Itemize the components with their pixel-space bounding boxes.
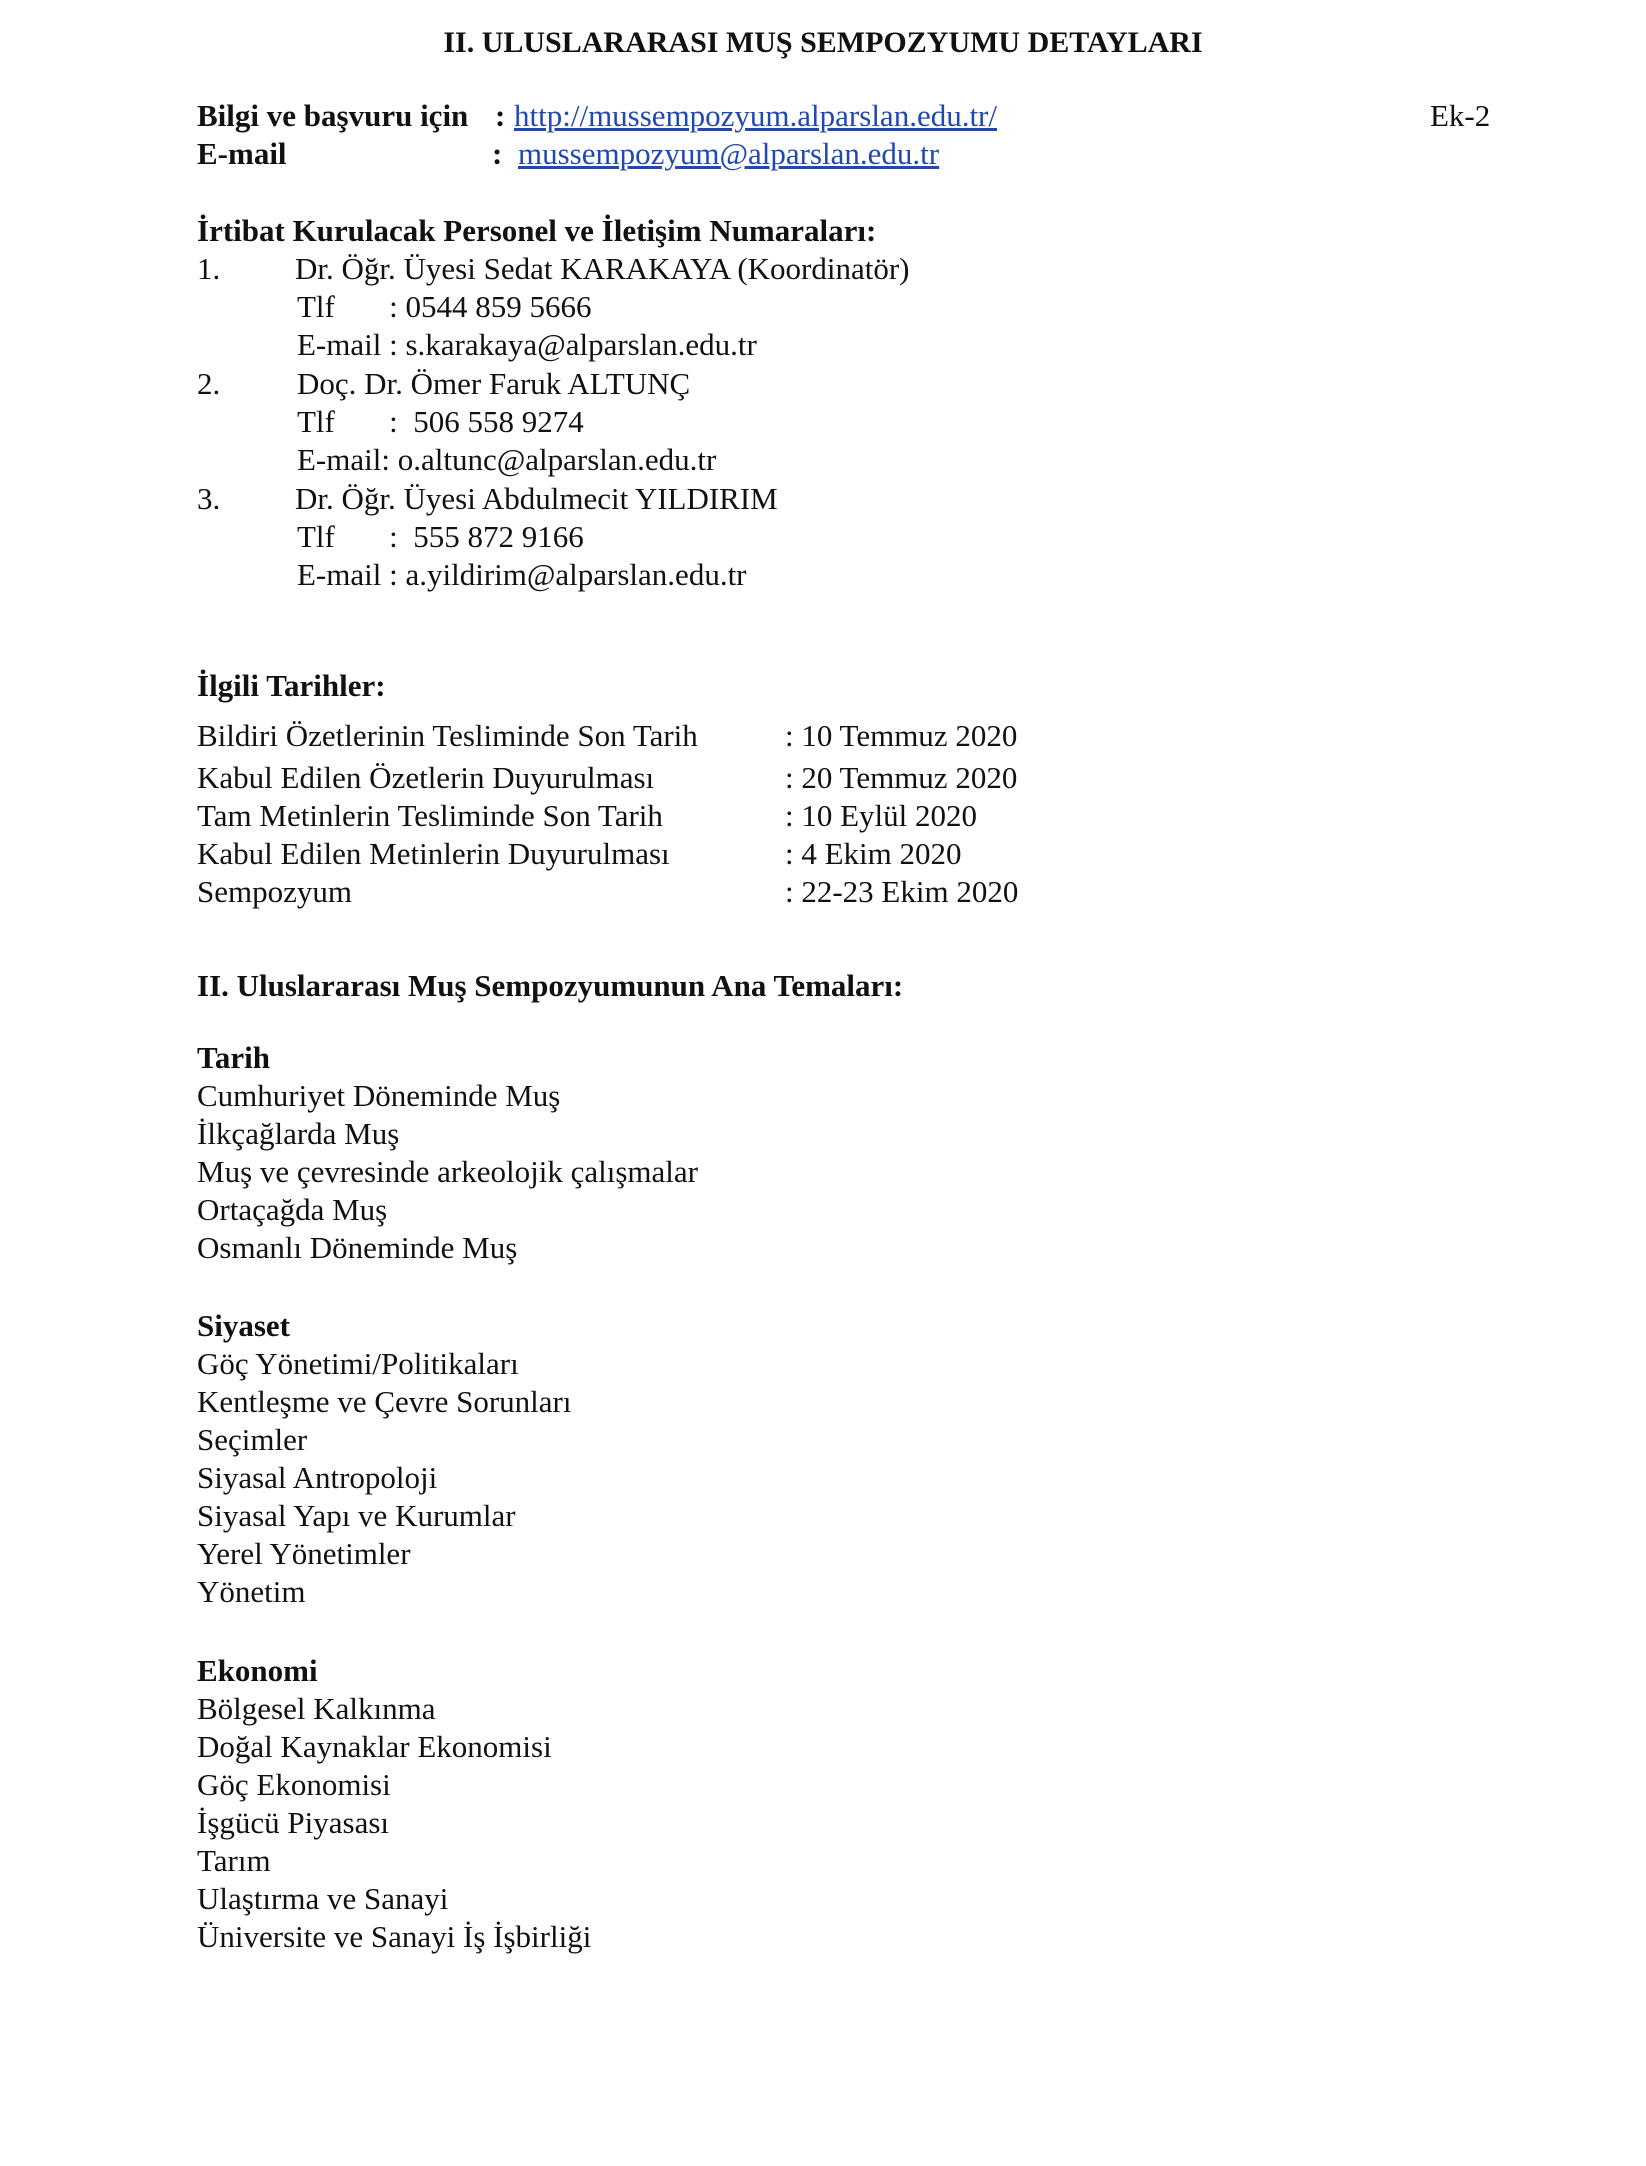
contact-name: Dr. Öğr. Üyesi Abdulmecit YILDIRIM bbox=[295, 481, 778, 516]
theme-title: Siyaset bbox=[197, 1308, 290, 1343]
theme-item: Seçimler bbox=[197, 1422, 308, 1457]
contact-phone: Tlf : 506 558 9274 bbox=[297, 404, 584, 439]
theme-title: Ekonomi bbox=[197, 1653, 318, 1688]
contact-email: E-mail: o.altunc@alparslan.edu.tr bbox=[297, 442, 717, 477]
contact-number: 1. bbox=[197, 251, 221, 286]
dates-table bbox=[197, 720, 1097, 920]
page-title: II. ULUSLARARASI MUŞ SEMPOZYUMU DETAYLARI bbox=[443, 26, 1203, 59]
theme-title: Tarih bbox=[197, 1040, 270, 1075]
theme-siyaset bbox=[197, 1310, 897, 1620]
theme-item: Göç Ekonomisi bbox=[197, 1767, 391, 1802]
contact-phone: Tlf : 0544 859 5666 bbox=[297, 289, 592, 324]
contacts-heading: İrtibat Kurulacak Personel ve İletişim Numaraları: bbox=[197, 213, 877, 248]
theme-item: Muş ve çevresinde arkeolojik çalışmalar bbox=[197, 1154, 698, 1189]
email-label: E-mail bbox=[197, 136, 287, 171]
date-value: : 10 Temmuz 2020 bbox=[785, 718, 1018, 753]
theme-item: İlkçağlarda Muş bbox=[197, 1116, 400, 1151]
contact-name: Doç. Dr. Ömer Faruk ALTUNÇ bbox=[297, 366, 691, 401]
theme-item: Tarım bbox=[197, 1843, 271, 1878]
email-link[interactable]: mussempozyum@alparslan.edu.tr bbox=[518, 136, 940, 171]
theme-item: Siyasal Antropoloji bbox=[197, 1460, 438, 1495]
contact-email: E-mail : a.yildirim@alparslan.edu.tr bbox=[297, 557, 747, 592]
date-label: Bildiri Özetlerinin Tesliminde Son Tarih bbox=[197, 718, 698, 753]
info-url-link[interactable]: http://mussempozyum.alparslan.edu.tr/ bbox=[514, 98, 997, 133]
theme-ekonomi bbox=[197, 1655, 897, 1965]
theme-item: Bölgesel Kalkınma bbox=[197, 1691, 436, 1726]
theme-item: Ortaçağda Muş bbox=[197, 1192, 388, 1227]
theme-item: Cumhuriyet Döneminde Muş bbox=[197, 1078, 561, 1113]
date-label: Kabul Edilen Metinlerin Duyurulması bbox=[197, 836, 670, 871]
theme-tarih bbox=[197, 1042, 897, 1272]
themes-heading: II. Uluslararası Muş Sempozyumunun Ana Temaları: bbox=[197, 968, 904, 1003]
date-value: : 20 Temmuz 2020 bbox=[785, 760, 1018, 795]
theme-item: Göç Yönetimi/Politikaları bbox=[197, 1346, 519, 1381]
theme-item: Kentleşme ve Çevre Sorunları bbox=[197, 1384, 572, 1419]
theme-item: Üniversite ve Sanayi İş İşbirliği bbox=[197, 1919, 592, 1954]
email-sep: : bbox=[492, 136, 503, 171]
theme-item: Osmanlı Döneminde Muş bbox=[197, 1230, 518, 1265]
date-label: Kabul Edilen Özetlerin Duyurulması bbox=[197, 760, 655, 795]
contact-email: E-mail : s.karakaya@alparslan.edu.tr bbox=[297, 327, 757, 362]
theme-item: Ulaştırma ve Sanayi bbox=[197, 1881, 449, 1916]
theme-item: Doğal Kaynaklar Ekonomisi bbox=[197, 1729, 552, 1764]
contact-number: 2. bbox=[197, 366, 221, 401]
date-label: Tam Metinlerin Tesliminde Son Tarih bbox=[197, 798, 663, 833]
info-sep: : bbox=[495, 98, 506, 133]
theme-item: Siyasal Yapı ve Kurumlar bbox=[197, 1498, 516, 1533]
dates-heading: İlgili Tarihler: bbox=[197, 668, 386, 703]
contact-phone: Tlf : 555 872 9166 bbox=[297, 519, 584, 554]
contact-name: Dr. Öğr. Üyesi Sedat KARAKAYA (Koordinatör) bbox=[295, 251, 910, 286]
contact-number: 3. bbox=[197, 481, 221, 516]
theme-item: Yönetim bbox=[197, 1574, 306, 1609]
date-value: : 4 Ekim 2020 bbox=[785, 836, 962, 871]
theme-item: İşgücü Piyasası bbox=[197, 1805, 390, 1840]
date-label: Sempozyum bbox=[197, 874, 352, 909]
date-value: : 22-23 Ekim 2020 bbox=[785, 874, 1019, 909]
info-label: Bilgi ve başvuru için bbox=[197, 98, 469, 133]
date-value: : 10 Eylül 2020 bbox=[785, 798, 978, 833]
theme-item: Yerel Yönetimler bbox=[197, 1536, 411, 1571]
annex-label: Ek-2 bbox=[1430, 98, 1491, 133]
